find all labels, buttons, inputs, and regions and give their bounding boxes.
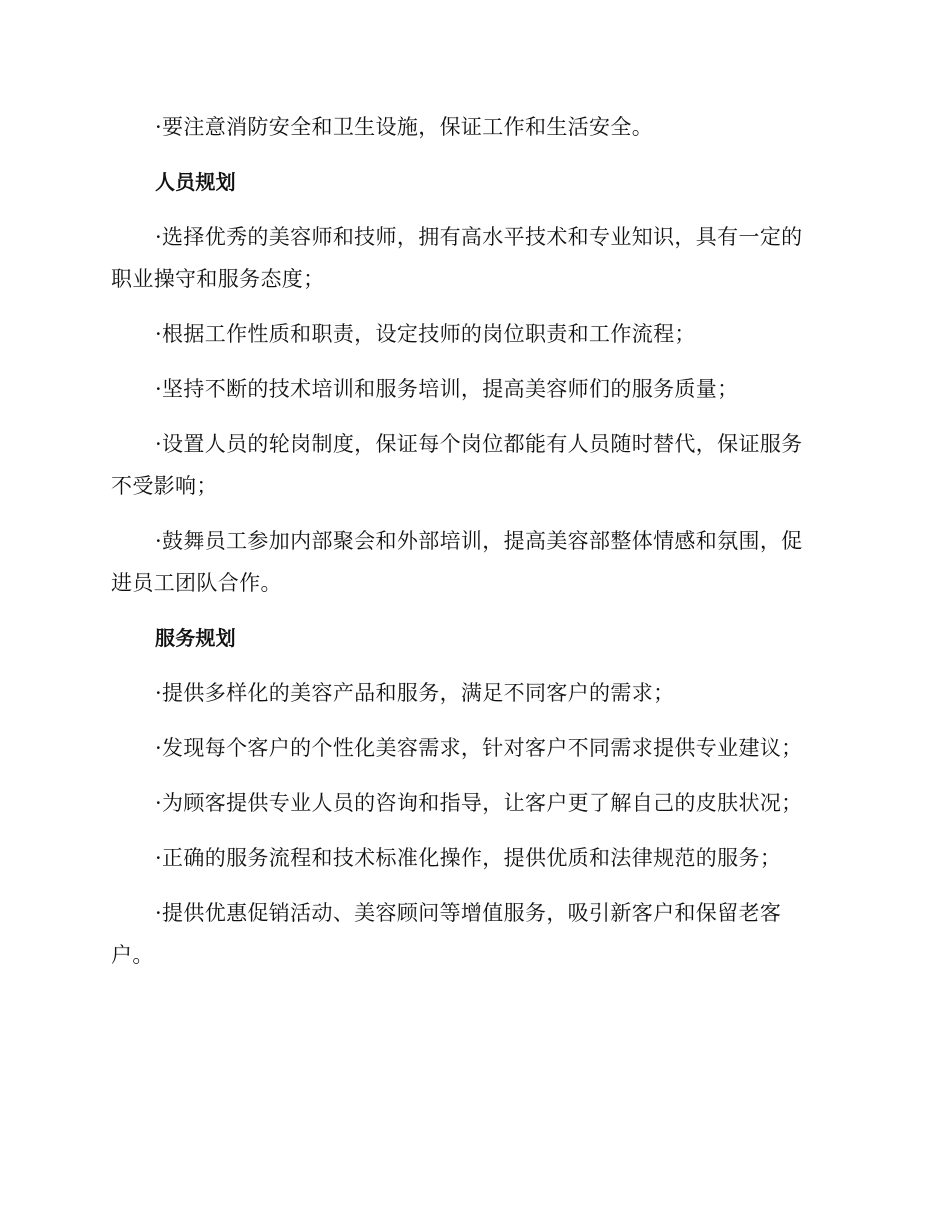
section-heading-personnel: 人员规划 — [155, 170, 236, 194]
document-body — [111, 106, 823, 989]
list-item: ·选择优秀的美容师和技师，拥有高水平技术和专业知识，具有一定的职业操守和服务态度； — [111, 225, 803, 291]
paragraph-safety: ·要注意消防安全和卫生设施，保证工作和生活安全。 — [155, 115, 654, 139]
list-item: ·提供优惠促销活动、美容顾问等增值服务，吸引新客户和保留老客户。 — [111, 901, 782, 967]
list-item: ·发现每个客户的个性化美容需求，针对客户不同需求提供专业建议； — [155, 736, 803, 760]
section-heading-service: 服务规划 — [155, 626, 236, 650]
list-item: ·鼓舞员工参加内部聚会和外部培训，提高美容部整体情感和氛围，促进员工团队合作。 — [111, 529, 803, 595]
list-item: ·为顾客提供专业人员的咨询和指导，让客户更了解自己的皮肤状况； — [155, 791, 803, 815]
list-item: ·根据工作性质和职责，设定技师的岗位职责和工作流程； — [155, 322, 696, 346]
list-item: ·坚持不断的技术培训和服务培训，提高美容师们的服务质量； — [155, 377, 739, 401]
list-item: ·提供多样化的美容产品和服务，满足不同客户的需求； — [155, 681, 675, 705]
list-item: ·正确的服务流程和技术标准化操作，提供优质和法律规范的服务； — [155, 846, 782, 870]
list-item: ·设置人员的轮岗制度，保证每个岗位都能有人员随时替代，保证服务不受影响； — [111, 432, 803, 498]
